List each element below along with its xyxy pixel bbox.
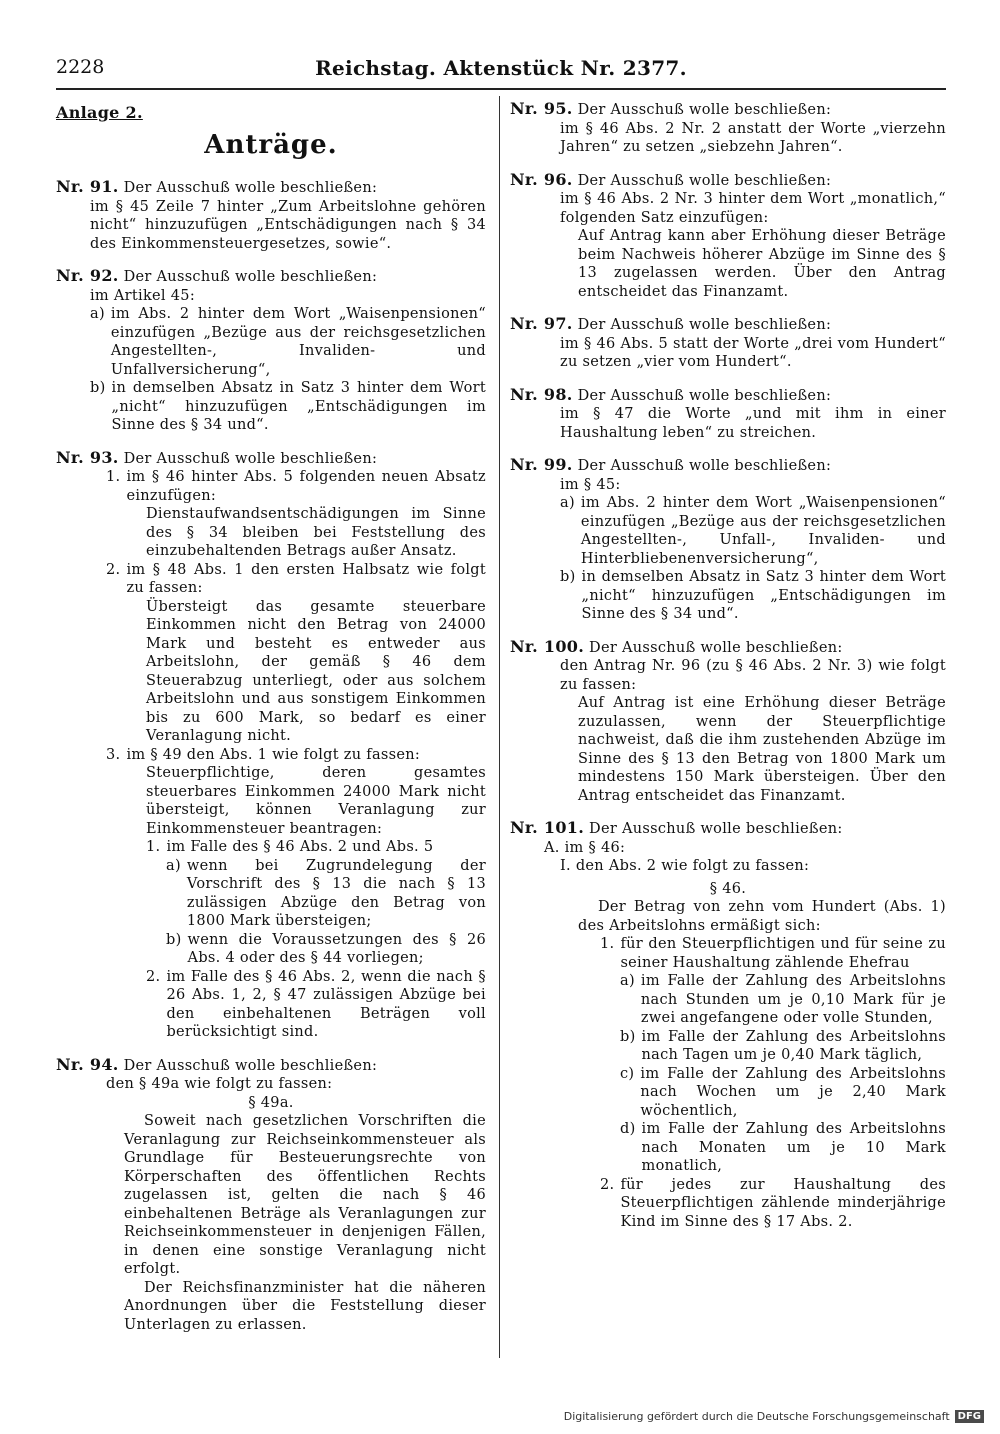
motion-100 <box>510 638 946 806</box>
motion-text: im § 45 Zeile 7 hinter „Zum Arbeitslohne gehören nicht“ hinzuzufügen „Entschädigungen nach § 34 des Einkommensteuergesetzes, sowie“. <box>90 198 486 252</box>
motion-number: Nr. 94. <box>56 1054 119 1074</box>
motion-intro: Der Ausschuß wolle beschließen: <box>577 458 832 474</box>
list-item: 3. im § 49 den Abs. 1 wie folgt zu fassen: <box>106 746 421 763</box>
digitization-credit <box>564 1410 984 1423</box>
motion-intro: Der Ausschuß wolle beschließen: <box>577 317 832 333</box>
right-column <box>510 100 946 1245</box>
motion-98 <box>510 386 946 443</box>
list-item: 2. im § 48 Abs. 1 den ersten Halbsatz wie folgt zu fassen: <box>106 561 486 596</box>
motion-text: I. den Abs. 2 wie folgt zu fassen: <box>560 858 810 874</box>
motion-number: Nr. 98. <box>510 384 573 404</box>
motion-96 <box>510 171 946 302</box>
quote-text: Steuerpflichtige, deren gesamtes steuerbares Einkommen 24000 Mark nicht übersteigt, können Veranlagung zur Einkommensteuer beantragen: <box>146 765 486 837</box>
list-item: c) im Falle der Zahlung des Arbeitslohns nach Wochen um je 2,40 Mark wöchentlich, <box>620 1065 946 1119</box>
motion-number: Nr. 101. <box>510 818 585 837</box>
motion-text: den Antrag Nr. 96 (zu § 46 Abs. 2 Nr. 3) wie folgt zu fassen: <box>560 658 946 693</box>
motion-intro: Der Ausschuß wolle beschließen: <box>577 387 832 404</box>
motion-94 <box>56 1056 486 1335</box>
quote-text: Auf Antrag ist eine Erhöhung dieser Beträge zuzulassen, wenn der Steuerpflichtige nachweist, daß die ihm zustehenden Abzüge im Sinne des § 13 den Betrag von 1800 Mark um mindestens 150 Mark übersteigen. Über den Antrag entscheidet das Finanzamt. <box>578 695 946 804</box>
list-item: a) im Falle der Zahlung des Arbeitslohns nach Stunden um je 0,10 Mark für je zwei angefangene oder volle Stunden, <box>620 973 946 1026</box>
list-item: 2. im Falle des § 46 Abs. 2, wenn die nach § 26 Abs. 1, 2, § 47 zulässigen Abzüge bei den einbehaltenen Beträgen voll berücksichtigt sind. <box>146 968 486 1040</box>
quote-text: Der Reichsfinanzminister hat die näheren Anordnungen über die Feststellung dieser Unterlagen zu erlassen. <box>124 1279 486 1333</box>
motion-intro: Der Ausschuß wolle beschließen: <box>577 102 832 118</box>
quote-text: Übersteigt das gesamte steuerbare Einkommen nicht den Betrag von 24000 Mark und besteht es entweder aus Arbeitslohn, der gemäß § 46 dem Steuerabzug unterliegt, oder aus solchem Arbeitslohn und aus sonstigem Einkommen bis zu 600 Mark, so bedarf es einer Veranlagung nicht. <box>146 598 486 744</box>
motion-text: im § 46 Abs. 2 Nr. 3 hinter dem Wort „monatlich,“ folgenden Satz einzufügen: <box>560 191 946 226</box>
motion-97 <box>510 315 946 372</box>
motion-intro: Der Ausschuß wolle beschließen: <box>123 180 378 196</box>
motion-intro: Der Ausschuß wolle beschließen: <box>123 1057 378 1074</box>
list-item: 1. im § 46 hinter Abs. 5 folgenden neuen Absatz einzufügen: <box>106 469 486 504</box>
quote-text: Soweit nach gesetzlichen Vorschriften die Veranlagung zur Reichseinkommensteuer als Grundlage für Besteuerungsrechte von Körperschaften des öffentlichen Rechts zugelassen ist, gelten die nach § 46 einbehaltenen Beträge als Veranlagungen zur Reichseinkommensteuer in denjenigen Fällen, in denen eine sonstige Veranlagung nicht erfolgt. <box>124 1113 486 1277</box>
motion-text: im § 45: <box>560 476 621 493</box>
motion-number: Nr. 91. <box>56 177 119 196</box>
section-title: Anträge. <box>204 129 338 160</box>
motion-text: im § 46 Abs. 5 statt der Worte „drei vom Hundert“ zu setzen „vier vom Hundert“. <box>560 335 946 370</box>
page-header <box>56 56 946 86</box>
motion-101 <box>510 819 946 1231</box>
quote-text: Der Betrag von zehn vom Hundert (Abs. 1) des Arbeitslohns ermäßigt sich: <box>578 899 946 934</box>
motion-text: den § 49a wie folgt zu fassen: <box>106 1076 333 1092</box>
list-item: 1. im Falle des § 46 Abs. 2 und Abs. 5 <box>146 839 434 855</box>
motion-number: Nr. 99. <box>510 455 573 474</box>
list-item: b) wenn die Voraussetzungen des § 26 Abs. 4 oder des § 44 vorliegen; <box>166 931 486 966</box>
list-item: a) im Abs. 2 hinter dem Wort „Waisenpensionen“ einzufügen „Bezüge aus der reichsgesetzlichen Angestellten-, Unfall-, Invaliden- und Hinterbliebenenversicherung“, <box>560 495 946 567</box>
motion-intro: Der Ausschuß wolle beschließen: <box>577 172 832 189</box>
list-item: b) in demselben Absatz in Satz 3 hinter dem Wort „nicht“ hinzuzufügen „Entschädigungen im Sinne des § 34 und“. <box>90 380 486 433</box>
annex-label: Anlage 2. <box>56 103 143 122</box>
motion-99 <box>510 456 946 624</box>
page-number: 2228 <box>56 56 105 78</box>
dfg-logo: DFG <box>955 1410 984 1423</box>
section-heading: § 46. <box>709 880 747 897</box>
motion-text: A. im § 46: <box>544 839 626 856</box>
motion-text: im Artikel 45: <box>90 287 196 304</box>
quote-text: Auf Antrag kann aber Erhöhung dieser Beträge beim Nachweis höherer Abzüge im Sinne des § 13 zugelassen werden. Über den Antrag entscheidet das Finanzamt. <box>578 228 946 300</box>
motion-number: Nr. 96. <box>510 169 573 189</box>
section-heading: § 49a. <box>248 1094 294 1111</box>
motion-number: Nr. 95. <box>510 99 573 118</box>
motion-intro: Der Ausschuß wolle beschließen: <box>123 269 378 285</box>
list-item: b) in demselben Absatz in Satz 3 hinter dem Wort „nicht“ hinzuzufügen „Entschädigungen im Sinne des § 34 und“. <box>560 569 946 622</box>
motion-text: im § 46 Abs. 2 Nr. 2 anstatt der Worte „vierzehn Jahren“ zu setzen „siebzehn Jahren“. <box>560 120 946 155</box>
header-rule <box>56 88 946 90</box>
motion-intro: Der Ausschuß wolle beschließen: <box>589 639 843 656</box>
quote-text: Dienstaufwandsentschädigungen im Sinne des § 34 bleiben bei Feststellung des einzubehaltenden Betrags außer Ansatz. <box>146 506 486 559</box>
column-divider <box>499 96 500 1358</box>
list-item: 2. für jedes zur Haushaltung des Steuerpflichtigen zählende minderjährige Kind im Sinne des § 17 Abs. 2. <box>600 1176 946 1230</box>
list-item: d) im Falle der Zahlung des Arbeitslohns nach Monaten um je 10 Mark monatlich, <box>620 1121 946 1174</box>
motion-number: Nr. 92. <box>56 266 119 285</box>
list-item: a) wenn bei Zugrundelegung der Vorschrift des § 13 die nach § 13 zulässigen Abzüge den Betrag von 1800 Mark übersteigen; <box>166 857 486 929</box>
left-column <box>56 100 486 1348</box>
motion-92 <box>56 267 486 435</box>
motion-93 <box>56 449 486 1042</box>
running-title: Reichstag. Aktenstück Nr. 2377. <box>315 56 687 80</box>
list-item: a) im Abs. 2 hinter dem Wort „Waisenpensionen“ einzufügen „Bezüge aus der reichsgesetzlichen Angestellten-, Invaliden- und Unfallversicherung“, <box>90 306 486 378</box>
motion-intro: Der Ausschuß wolle beschließen: <box>589 821 843 837</box>
motion-intro: Der Ausschuß wolle beschließen: <box>123 450 378 467</box>
list-item: b) im Falle der Zahlung des Arbeitslohns nach Tagen um je 0,40 Mark täglich, <box>620 1028 946 1063</box>
motion-91 <box>56 178 486 253</box>
credit-text: Digitalisierung gefördert durch die Deutsche Forschungsgemeinschaft <box>563 1410 950 1423</box>
motion-text: im § 47 die Worte „und mit ihm in einer Haushaltung leben“ zu streichen. <box>560 406 946 441</box>
list-item: 1. für den Steuerpflichtigen und für seine zu seiner Haushaltung zählende Ehefrau <box>600 936 946 971</box>
motion-number: Nr. 93. <box>56 447 119 467</box>
motion-95 <box>510 100 946 157</box>
motion-number: Nr. 100. <box>510 636 585 656</box>
motion-number: Nr. 97. <box>510 314 573 333</box>
